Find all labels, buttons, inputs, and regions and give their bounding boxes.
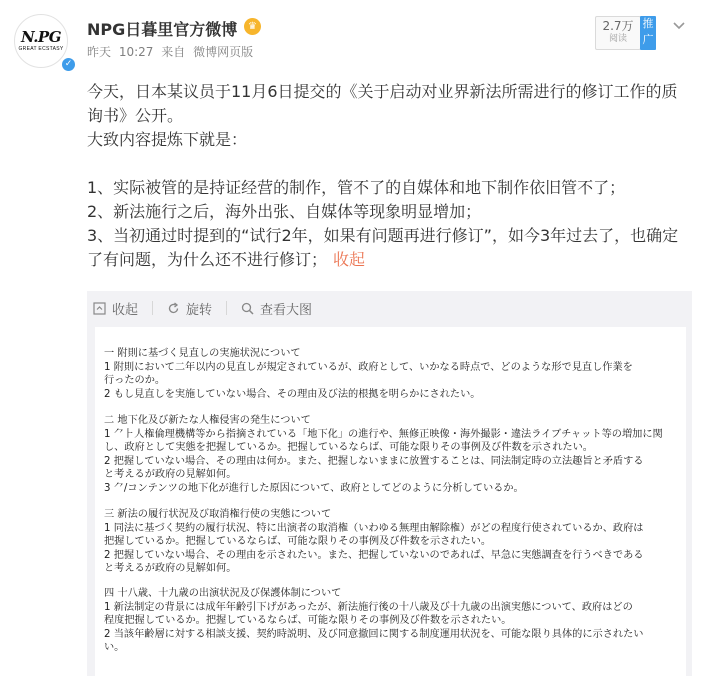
doc-line: 3 ⺈/コンテンツの地下化が進行した原因について、政府としてどのように分析しているか。 <box>104 482 524 494</box>
read-count: 2.7万 <box>602 19 634 33</box>
post-paragraph: 今天，日本某议员于11月6日提交的《关于启动对业界新法所需进行的修订工作的质询书》公开。 <box>87 82 678 125</box>
post-paragraph: 大致内容提炼下就是： <box>87 130 248 149</box>
post-list-item <box>87 224 692 272</box>
post-text <box>87 80 692 272</box>
doc-heading: 一 附則に基づく見直しの実施状況について <box>104 348 301 359</box>
doc-line: 2 把握していない場合、その理由は何か。また、把握しないままに放置することは、同法制定時の立法趣旨と矛盾する <box>104 455 644 467</box>
doc-section-2 <box>104 414 679 496</box>
doc-section-4 <box>104 587 679 655</box>
document-image[interactable] <box>95 327 686 676</box>
read-label: 阅读 <box>608 34 627 44</box>
chevron-down-icon[interactable] <box>672 20 688 34</box>
post-list-item-text: 3、当初通过时提到的“试行2年，如果有问题再进行修订”，如今3年过去了，也确定了有问题，为什么还不进行修订； <box>87 226 679 269</box>
doc-line: 把握しているか。把握しているならば、可能な限りその事例及び件数を示されたい。 <box>104 536 492 548</box>
doc-line: 2 把握していない場合、その理由を示されたい。また、把握していないのであれば、早急に実態調査を行うべきである <box>104 549 644 561</box>
avatar-logo: N.PG <box>20 28 62 46</box>
doc-heading: 四 十八歳、十九歳の出演状況及び保護体制について <box>104 588 342 599</box>
doc-line: 2 もし見直しを実施していない場合、その理由及び法的根拠を明らかにされたい。 <box>104 388 481 400</box>
doc-line: 行ったのか。 <box>104 375 166 387</box>
doc-line: と考えるが政府の見解如何。 <box>104 563 237 575</box>
post-list-item: 1、实际被管的是持证经营的制作，管不了的自媒体和地下制作依旧管不了； <box>87 178 626 197</box>
magnifier-icon <box>241 302 254 315</box>
doc-line: 程度把握しているか。把握しているならば、可能な限りその事例及び件数を示されたい。 <box>104 615 512 627</box>
doc-line: 1 新法制定の背景には成年年齢引下げがあったが、新法施行後の十八歳及び十九歳の出演実態について、政府はどの <box>104 601 633 613</box>
doc-section-3 <box>104 508 679 576</box>
source-prefix: 来自 <box>161 45 186 59</box>
verified-badge-icon: ✓ <box>60 56 77 73</box>
view-large-button[interactable] <box>241 299 312 318</box>
collapse-text-link[interactable]: 收起 <box>333 250 366 269</box>
doc-line: い。 <box>104 642 125 654</box>
doc-line: 1 同法に基づく契約の履行状況、特に出演者の取消権（いわゆる無理由解除権）がどの程度行使されているか、政府は <box>104 522 644 534</box>
post-date[interactable]: 昨天 <box>87 45 112 59</box>
media-panel <box>87 291 692 676</box>
post-source[interactable]: 微博网页版 <box>193 45 254 59</box>
username[interactable]: NPG日暮里官方微博 <box>87 20 238 39</box>
doc-line: し、政府として実態を把握しているか。把握しているならば、可能な限りその事例及び件数を示されたい。 <box>104 442 593 454</box>
image-toolbar <box>87 291 326 325</box>
collapse-icon <box>93 302 106 315</box>
doc-line: 1 ⺈⺊人権倫理機構等から指摘されている「地下化」の進行や、無修正映像・海外撮影・違法ライブチャット等の増加に関 <box>104 428 663 440</box>
post-time[interactable]: 10:27 <box>118 45 154 59</box>
post-meta <box>87 43 257 60</box>
rotate-icon <box>167 302 180 315</box>
collapse-image-button[interactable] <box>93 299 138 318</box>
doc-heading: 三 新法の履行状況及び取消権行使の実態について <box>104 509 332 520</box>
view-large-label: 查看大图 <box>260 302 313 318</box>
doc-line: と考えるが政府の見解如何。 <box>104 469 237 481</box>
read-counter <box>595 16 641 50</box>
post-list-item: 2、新法施行之后，海外出张、自媒体等现象明显增加； <box>87 202 482 221</box>
rotate-button[interactable] <box>167 299 212 318</box>
vip-crown-icon: ♛ <box>244 18 261 35</box>
doc-line: 2 当該年齢層に対する相談支援、契約時説明、及び同意撤回に関する制度運用状況を、可能な限り具体的に示されたい <box>104 628 644 640</box>
collapse-label: 收起 <box>112 302 139 318</box>
avatar-subtitle: GREAT ECSTASY <box>18 46 64 52</box>
doc-line: 1 附則において二年以内の見直しが規定されているが、政府として、いかなる時点で、どのような形で見直し作業を <box>104 361 633 373</box>
doc-heading: 二 地下化及び新たな人権侵害の発生について <box>104 415 311 426</box>
doc-section-1 <box>104 347 679 401</box>
rotate-label: 旋转 <box>186 302 213 318</box>
promote-button[interactable]: 推广 <box>640 16 656 50</box>
